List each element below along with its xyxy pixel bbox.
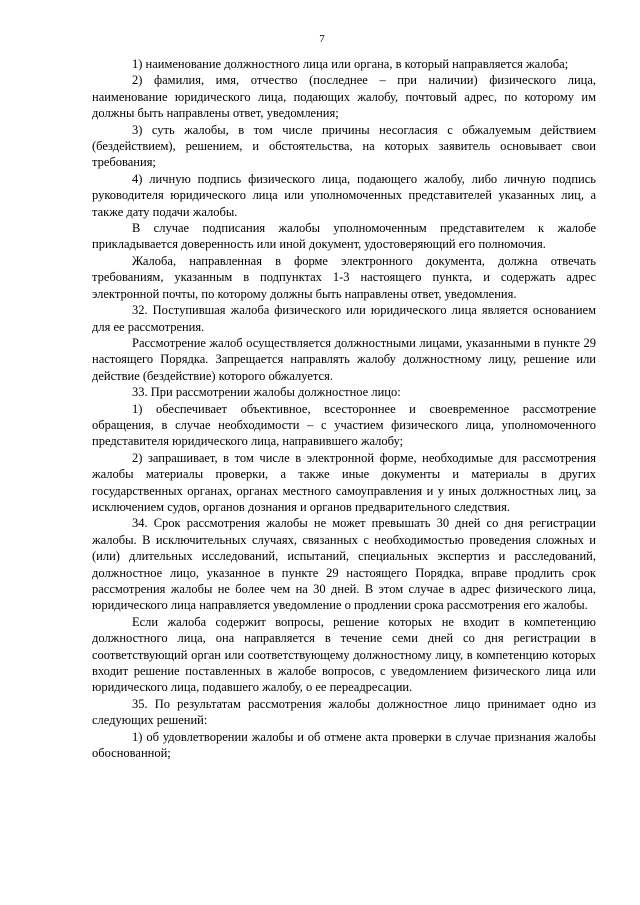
paragraph-14: 35. По результатам рассмотрения жалобы должностное лицо принимает одно из следующих решений:	[92, 696, 596, 728]
paragraph-6: Жалоба, направленная в форме электронного документа, должна отвечать требованиям, указанным в подпунктах 1-3 настоящего пункта, и содержать адрес электронной почты, по которому должны быть направлены ответ, уведомления.	[92, 253, 596, 301]
paragraph-10: 1) обеспечивает объективное, всестороннее и своевременное рассмотрение обращения, в случае необходимости – с участием физического лица, уполномоченного представителя юридического лица, направившего жалобу;	[92, 401, 596, 449]
paragraph-1: 1) наименование должностного лица или органа, в который направляется жалоба;	[132, 57, 569, 71]
paragraph-4: 4) личную подпись физического лица, подающего жалобу, либо личную подпись руководителя юридического лица или уполномоченных представителей указанных лиц, а также дату подачи жалобы.	[92, 171, 596, 219]
paragraph-2: 2) фамилия, имя, отчество (последнее – при наличии) физического лица, наименование юридического лица, подающих жалобу, почтовый адрес, по которому им должны быть направлены ответ, уведомления;	[92, 73, 596, 121]
paragraph-7: 32. Поступившая жалоба физического или юридического лица является основанием для ее рассмотрения.	[92, 303, 596, 334]
paragraph-5: В случае подписания жалобы уполномоченным представителем к жалобе прикладывается доверенность или иной документ, удостоверяющий его полномочия.	[92, 221, 596, 252]
paragraph-9: 33. При рассмотрении жалобы должностное лицо:	[132, 385, 401, 400]
paragraph-8: Рассмотрение жалоб осуществляется должностными лицами, указанными в пункте 29 настоящего Порядка. Запрещается направлять жалобу должностному лицу, решение или действие (бездействие) которого обжалуется.	[92, 335, 596, 383]
document-body	[92, 56, 596, 761]
paragraph-12: 34. Срок рассмотрения жалобы не может превышать 30 дней со дня регистрации жалобы. В исключительных случаях, связанных с необходимостью проведения сложных и (или) длительных исследований, испытаний, специальных экспертиз и расследований, должностное лицо, указанное в пункте 29 настоящего Порядка, вправе продлить срок рассмотрения жалобы не более чем на 30 дней. В этом случае в адрес физического лица, юридического лица направляется уведомление о продлении срока рассмотрения его жалобы.	[92, 516, 596, 613]
paragraph-11: 2) запрашивает, в том числе в электронной форме, необходимые для рассмотрения жалобы материалы проверки, а также иные документы и материалы в других государственных органах, органах местного самоуправления и у иных должностных лиц, за исключением судов, органов дознания и органов предварительного следствия.	[92, 450, 596, 514]
paragraph-13: Если жалоба содержит вопросы, решение которых не входит в компетенцию должностного лица, она направляется в течение семи дней со дня регистрации в соответствующий орган или соответствующему должностному лицу, в компетенцию которых входит решение поставленных в жалобе вопросов, с уведомлением физического лица или юридического лица, подавшего жалобу, о ее переадресации.	[92, 614, 596, 695]
paragraph-15: 1) об удовлетворении жалобы и об отмене акта проверки в случае признания жалобы обоснованной;	[92, 729, 596, 761]
paragraph-3: 3) суть жалобы, в том числе причины несогласия с обжалуемым действием (бездействием), решением, и обстоятельства, на которых заявитель основывает свои требования;	[92, 122, 596, 170]
page-number: 7	[319, 33, 325, 45]
